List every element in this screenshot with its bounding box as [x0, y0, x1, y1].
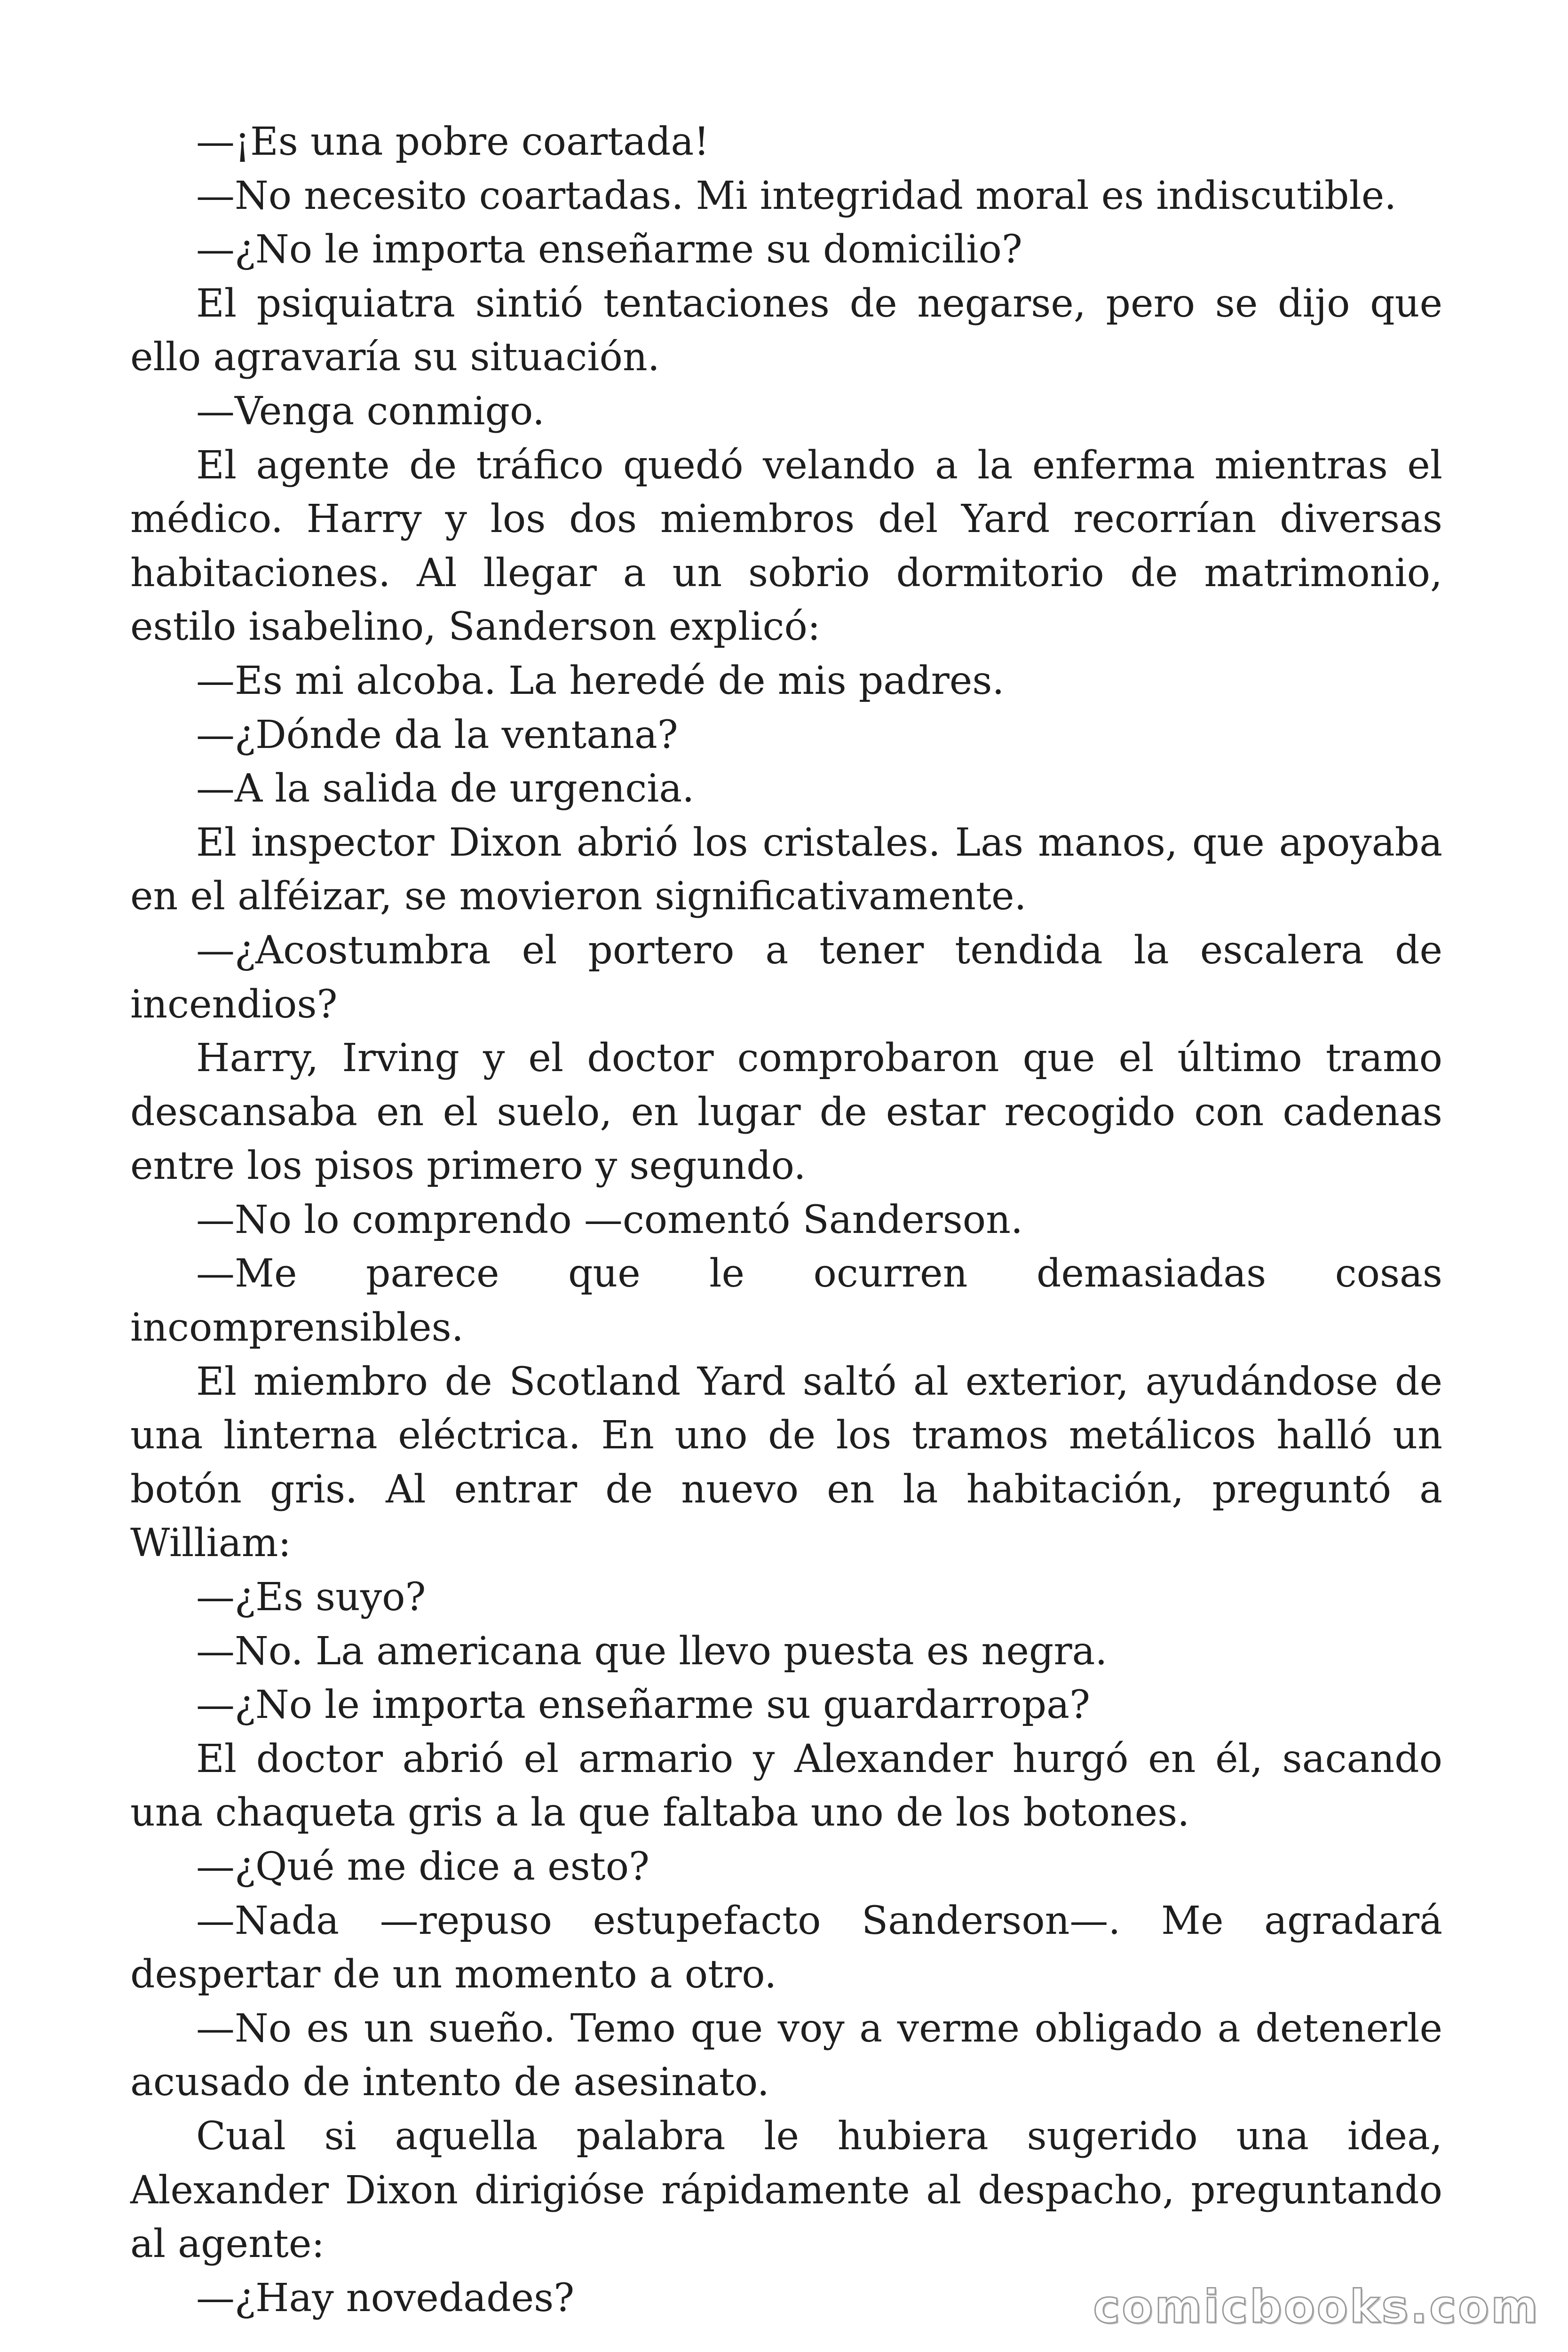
- paragraph: —¿Es suyo?: [196, 1575, 426, 1620]
- paragraph: —Venga conmigo.: [196, 389, 545, 434]
- paragraph: —¡Es una pobre coartada!: [196, 119, 710, 164]
- paragraph: —No es un sueño. Temo que voy a verme obligado a detenerle acusado de intento de asesinato.: [130, 2006, 1442, 2105]
- paragraph: —No necesito coartadas. Mi integridad moral es indiscutible.: [196, 173, 1397, 218]
- paragraph: —¿Qué me dice a esto?: [196, 1844, 650, 1889]
- paragraph: —No lo comprendo —comentó Sanderson.: [196, 1197, 1023, 1242]
- paragraph: —Es mi alcoba. La heredé de mis padres.: [196, 658, 1005, 703]
- paragraph: Harry, Irving y el doctor comprobaron que el último tramo descansaba en el suelo, en lugar de estar recogido con cadenas entre los pisos primero y segundo.: [130, 1036, 1442, 1189]
- body-text: [130, 115, 1442, 2325]
- paragraph: El agente de tráfico quedó velando a la enferma mientras el médico. Harry y los dos miembros del Yard recorrían diversas habitaciones. Al llegar a un sobrio dormitorio de matrimonio, estilo isabelino, Sanderson explicó:: [130, 443, 1442, 650]
- paragraph: El psiquiatra sintió tentaciones de negarse, pero se dijo que ello agravaría su situación.: [130, 281, 1442, 380]
- paragraph: —¿Hay novedades?: [196, 2275, 575, 2320]
- watermark: comicbooks.com: [1093, 2280, 1540, 2333]
- paragraph: Cual si aquella palabra le hubiera sugerido una idea, Alexander Dixon dirigióse rápidamente al despacho, preguntando al agente:: [130, 2114, 1442, 2267]
- paragraph: —¿No le importa enseñarme su guardarropa?: [196, 1683, 1090, 1728]
- paragraph: —No. La americana que llevo puesta es negra.: [196, 1629, 1108, 1674]
- paragraph: —A la salida de urgencia.: [196, 766, 695, 811]
- paragraph: —Me parece que le ocurren demasiadas cosas incomprensibles.: [130, 1251, 1442, 1351]
- paragraph: —¿Acostumbra el portero a tener tendida la escalera de incendios?: [130, 928, 1442, 1027]
- paragraph: El doctor abrió el armario y Alexander hurgó en él, sacando una chaqueta gris a la que faltaba uno de los botones.: [130, 1736, 1442, 1836]
- paragraph: —Nada —repuso estupefacto Sanderson—. Me agradará despertar de un momento a otro.: [130, 1898, 1442, 1997]
- paragraph: —¿Dónde da la ventana?: [196, 712, 678, 757]
- paragraph: El miembro de Scotland Yard saltó al exterior, ayudándose de una linterna eléctrica. En uno de los tramos metálicos halló un botón gris. Al entrar de nuevo en la habitación, preguntó a William:: [130, 1359, 1442, 1566]
- paragraph: El inspector Dixon abrió los cristales. Las manos, que apoyaba en el alféizar, se movieron significativamente.: [130, 820, 1442, 919]
- paragraph: —¿No le importa enseñarme su domicilio?: [196, 227, 1022, 272]
